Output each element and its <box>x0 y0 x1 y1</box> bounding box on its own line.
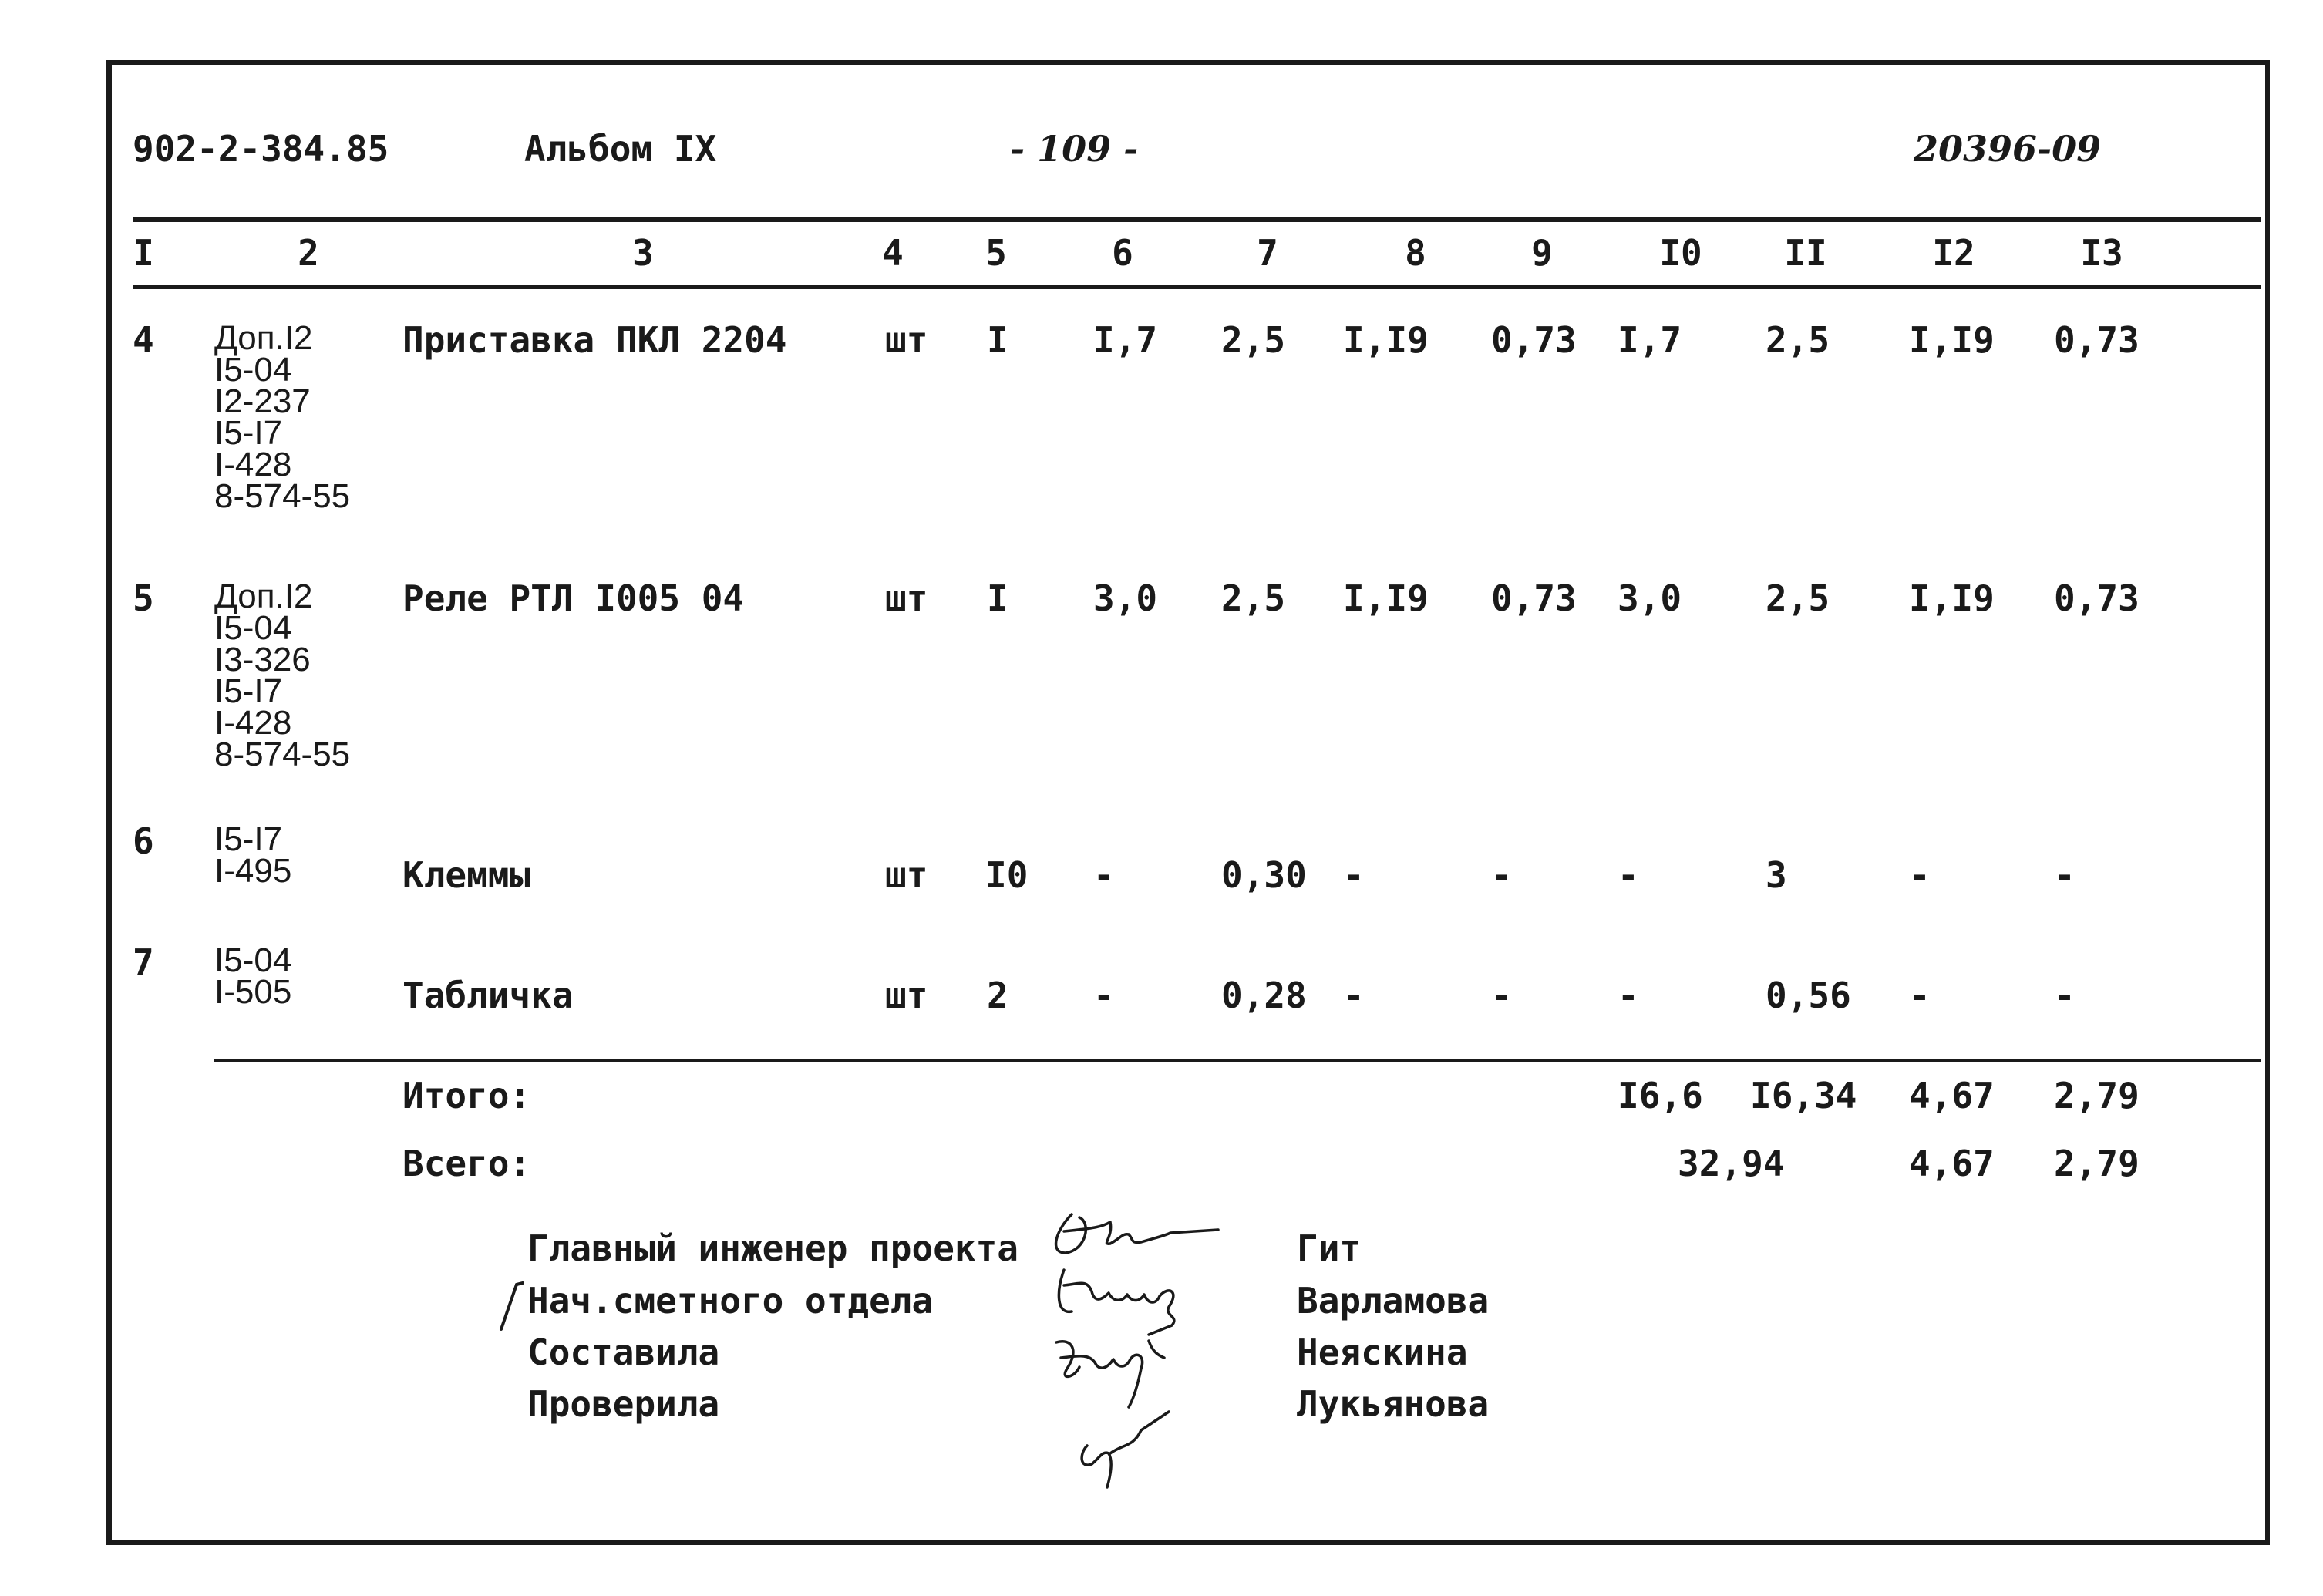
cell-col8: - <box>1343 854 1365 896</box>
code-line: I5-I7 <box>214 820 283 858</box>
column-header: 3 <box>632 232 654 274</box>
doc-number: 20396-09 <box>1914 128 2102 170</box>
margin-tick-mark <box>493 1280 524 1334</box>
cell-col7: 2,5 <box>1221 319 1286 361</box>
cell-col6: - <box>1093 975 1115 1016</box>
code-line: I2-237 <box>214 382 311 420</box>
cell-col13: 0,73 <box>2054 319 2140 361</box>
itogo-col11: I6,34 <box>1750 1075 1857 1116</box>
unit: шт <box>885 854 928 896</box>
column-header: 6 <box>1112 232 1133 274</box>
column-header: 4 <box>882 232 904 274</box>
vsego-col10-11: 32,94 <box>1678 1143 1785 1184</box>
code-line: Доп.I2 <box>214 577 313 615</box>
column-header: 9 <box>1531 232 1553 274</box>
cell-col6: 3,0 <box>1093 577 1158 619</box>
cell-col11: 2,5 <box>1766 319 1830 361</box>
cell-col12: I,I9 <box>1909 319 1995 361</box>
column-header: 8 <box>1405 232 1426 274</box>
itogo-label: Итого: <box>402 1075 531 1116</box>
row-number: 4 <box>133 319 154 361</box>
code-line: I-428 <box>214 446 292 483</box>
cell-col7: 0,28 <box>1221 975 1307 1016</box>
header-rule <box>133 217 2261 222</box>
cell-col13: - <box>2054 854 2076 896</box>
signer-role: Главный инженер проекта <box>527 1227 1018 1269</box>
code-line: I-428 <box>214 704 292 742</box>
code-list <box>214 577 351 773</box>
itogo-col10: I6,6 <box>1618 1075 1703 1116</box>
cell-col7: 0,30 <box>1221 854 1307 896</box>
signer-role: Нач.сметного отдела <box>527 1280 934 1322</box>
code-list <box>214 319 351 515</box>
column-header: 5 <box>985 232 1007 274</box>
cell-col11: 2,5 <box>1766 577 1830 619</box>
column-header: I3 <box>2080 232 2123 274</box>
itogo-col13: 2,79 <box>2054 1075 2140 1116</box>
quantity: 2 <box>987 975 1008 1016</box>
column-header: 7 <box>1257 232 1278 274</box>
signer-role: Проверила <box>527 1383 720 1425</box>
album-label: Альбом IX <box>524 128 717 170</box>
item-name: Клеммы <box>402 854 531 896</box>
page-number: - 109 - <box>1010 128 1139 170</box>
totals-rule <box>214 1059 2261 1062</box>
unit: шт <box>885 975 928 1016</box>
code-line: Доп.I2 <box>214 319 313 357</box>
signer-name: Лукьянова <box>1297 1383 1490 1425</box>
signer-name: Варламова <box>1297 1280 1490 1322</box>
cell-col7: 2,5 <box>1221 577 1286 619</box>
item-name: Приставка ПКЛ 2204 <box>402 319 787 361</box>
unit: шт <box>885 577 928 619</box>
doc-code: 902-2-384.85 <box>133 128 389 170</box>
cell-col6: I,7 <box>1093 319 1158 361</box>
cell-col10: I,7 <box>1618 319 1682 361</box>
code-list <box>214 820 292 890</box>
column-header: II <box>1784 232 1827 274</box>
code-line: I-495 <box>214 852 292 890</box>
quantity: I <box>987 577 1008 619</box>
signer-role: Составила <box>527 1332 720 1373</box>
cell-col10: - <box>1618 975 1639 1016</box>
code-line: I3-326 <box>214 641 311 678</box>
signer-name: Гит <box>1297 1227 1362 1269</box>
code-line: 8-574-55 <box>214 477 351 515</box>
cell-col9: - <box>1491 975 1513 1016</box>
cell-col11: 3 <box>1766 854 1787 896</box>
code-list <box>214 941 292 1011</box>
cell-col9: - <box>1491 854 1513 896</box>
cell-col12: - <box>1909 854 1931 896</box>
vsego-col12: 4,67 <box>1909 1143 1995 1184</box>
cell-col13: 0,73 <box>2054 577 2140 619</box>
cell-col8: I,I9 <box>1343 319 1429 361</box>
cell-col8: - <box>1343 975 1365 1016</box>
cell-col12: I,I9 <box>1909 577 1995 619</box>
column-header-rule <box>133 285 2261 289</box>
code-line: 8-574-55 <box>214 736 351 773</box>
cell-col13: - <box>2054 975 2076 1016</box>
column-header: I2 <box>1932 232 1975 274</box>
cell-col9: 0,73 <box>1491 577 1577 619</box>
code-line: I5-I7 <box>214 672 283 710</box>
cell-col6: - <box>1093 854 1115 896</box>
handwritten-signatures <box>1033 1199 1288 1492</box>
vsego-col13: 2,79 <box>2054 1143 2140 1184</box>
cell-col12: - <box>1909 975 1931 1016</box>
vsego-label: Всего: <box>402 1143 531 1184</box>
cell-col10: 3,0 <box>1618 577 1682 619</box>
unit: шт <box>885 319 928 361</box>
itogo-col12: 4,67 <box>1909 1075 1995 1116</box>
code-line: I5-04 <box>214 351 292 389</box>
column-header: 2 <box>298 232 319 274</box>
row-number: 5 <box>133 577 154 619</box>
row-number: 7 <box>133 941 154 983</box>
code-line: I5-04 <box>214 609 292 647</box>
column-header: I0 <box>1659 232 1702 274</box>
cell-col10: - <box>1618 854 1639 896</box>
item-name: Реле РТЛ I005 04 <box>402 577 745 619</box>
cell-col11: 0,56 <box>1766 975 1851 1016</box>
code-line: I5-04 <box>214 941 292 979</box>
column-header: I <box>133 232 154 274</box>
quantity: I0 <box>985 854 1029 896</box>
quantity: I <box>987 319 1008 361</box>
cell-col8: I,I9 <box>1343 577 1429 619</box>
signer-name: Неяскина <box>1297 1332 1468 1373</box>
row-number: 6 <box>133 820 154 862</box>
cell-col9: 0,73 <box>1491 319 1577 361</box>
code-line: I-505 <box>214 973 292 1011</box>
code-line: I5-I7 <box>214 414 283 452</box>
item-name: Табличка <box>402 975 574 1016</box>
